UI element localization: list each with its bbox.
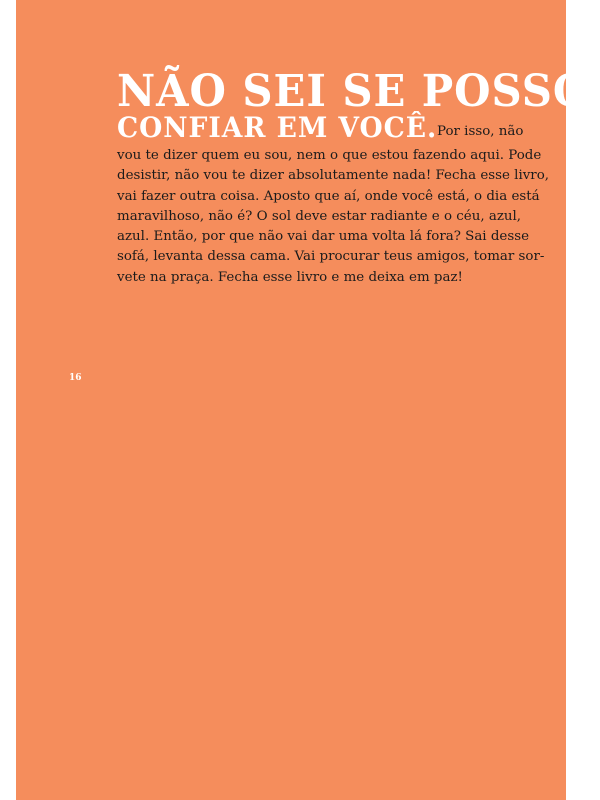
page-number: 16 bbox=[69, 373, 82, 383]
body-line: vete na praça. Fecha esse livro e me deixa em paz! bbox=[117, 269, 463, 285]
book-page bbox=[16, 0, 591, 800]
lead-text: Por isso, não bbox=[437, 124, 524, 139]
body-line: vai fazer outra coisa. Aposto que aí, onde você está, o dia está bbox=[117, 188, 540, 204]
body-line: azul. Então, por que não vai dar uma volta lá fora? Sai desse bbox=[117, 229, 530, 245]
title-line-1-text: NÃO SEI SE POSSO bbox=[117, 66, 591, 117]
body-line: maravilhoso, não é? O sol deve estar radiante e o céu, azul, bbox=[117, 208, 522, 224]
body-line: vou te dizer quem eu sou, nem o que estou fazendo aqui. Pode bbox=[117, 148, 542, 163]
page-title-line-2: CONFIAR EM VOCÊ. bbox=[117, 111, 438, 144]
page-title-line-1 bbox=[117, 66, 600, 117]
body-paragraph bbox=[117, 146, 550, 288]
body-line: sofá, levanta dessa cama. Vai procurar teus amigos, tomar sor- bbox=[117, 249, 545, 265]
body-line: desistir, não vou te dizer absolutamente nada! Fecha esse livro, bbox=[117, 168, 550, 184]
